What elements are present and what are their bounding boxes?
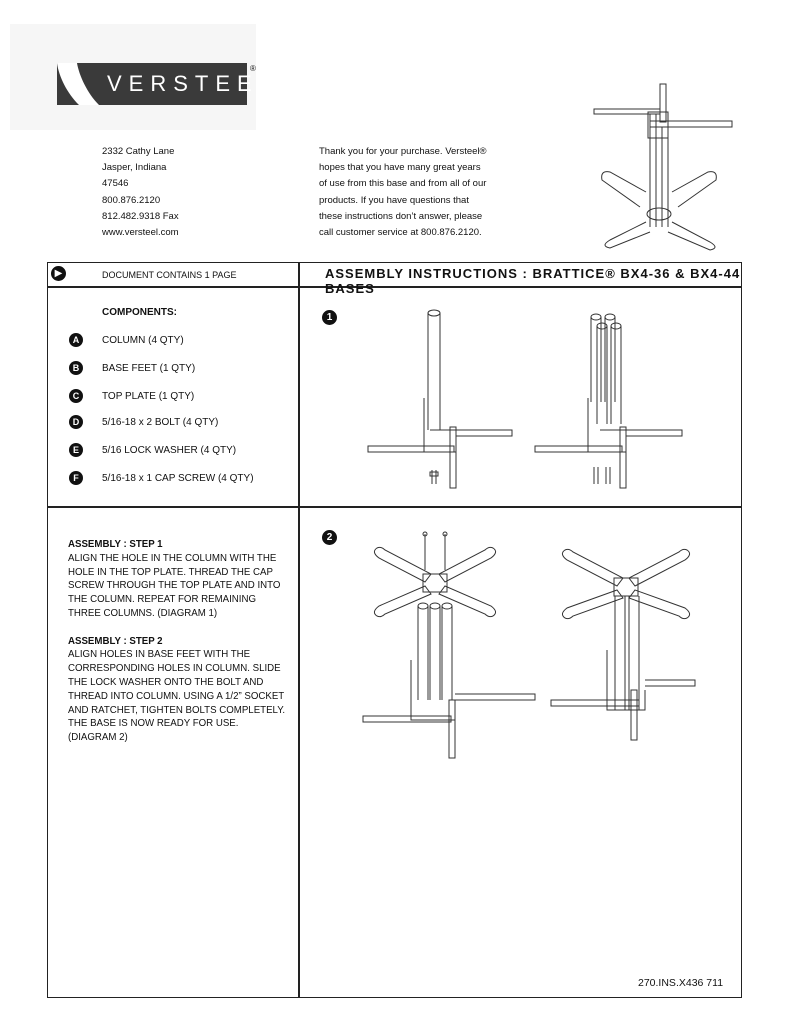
thanks-line: of use from this base and from all of our — [319, 178, 487, 190]
thanks-line: products. If you have questions that — [319, 194, 469, 206]
column-divider — [298, 262, 300, 998]
component-label: TOP PLATE (1 QTY) — [102, 391, 195, 402]
diagram-1-left-assembly — [368, 310, 512, 488]
step-heading: ASSEMBLY : STEP 2 — [68, 635, 163, 647]
page-title: ASSEMBLY INSTRUCTIONS : BRATTICE® BX4-36 & BX4-44 BASES — [325, 266, 741, 296]
assembled-base-illustration — [590, 82, 750, 252]
component-badge: F — [69, 471, 83, 485]
thanks-line: hopes that you have many great years — [319, 162, 481, 174]
component-badge: C — [69, 389, 83, 403]
component-label: 5/16 LOCK WASHER (4 QTY) — [102, 445, 237, 456]
step-line: CORRESPONDING HOLES IN COLUMN. SLIDE — [68, 663, 281, 675]
diagram-2-number: 2 — [322, 530, 337, 545]
step-heading: ASSEMBLY : STEP 1 — [68, 539, 163, 550]
thanks-line: these instructions don’t answer, please — [319, 210, 483, 222]
step-line: ALIGN HOLES IN BASE FEET WITH THE — [68, 649, 251, 661]
diagram-2-left-assembly — [363, 532, 535, 758]
step-line: AND RATCHET, TIGHTEN BOLTS COMPLETELY. — [68, 704, 286, 716]
address-line: 800.876.2120 — [102, 194, 161, 206]
versteel-logo — [57, 63, 278, 105]
component-badge: B — [69, 361, 83, 375]
address-line: 47546 — [102, 178, 129, 190]
address-line: Jasper, Indiana — [102, 162, 167, 174]
step-1 — [68, 538, 290, 621]
diagram-1-number: 1 — [322, 310, 337, 325]
thank-you-note — [319, 144, 499, 241]
step-line: THREE COLUMNS. (DIAGRAM 1) — [68, 607, 218, 619]
step-2 — [68, 635, 290, 745]
section-divider — [47, 506, 742, 508]
address-line: 2332 Cathy Lane — [102, 146, 175, 157]
address-line: 812.482.9318 Fax — [102, 210, 179, 222]
diagram-1-right-assembly — [535, 314, 682, 488]
registered-mark: ® — [250, 64, 256, 73]
thanks-line: call customer service at 800.876.2120. — [319, 227, 482, 239]
document-code: 270.INS.X436 711 — [638, 977, 724, 989]
component-badge: E — [69, 443, 83, 457]
component-label: BASE FEET (1 QTY) — [102, 363, 196, 374]
components-heading: COMPONENTS: — [102, 307, 177, 318]
component-label: 5/16-18 x 2 BOLT (4 QTY) — [102, 417, 219, 428]
step-line: HOLE IN THE TOP PLATE. THREAD THE CAP — [68, 566, 273, 578]
component-badge: A — [69, 333, 83, 347]
play-arrow-icon: ▶ — [51, 266, 66, 281]
diagram-2-illustration — [355, 530, 735, 760]
step-line: THE LOCK WASHER ONTO THE BOLT AND — [68, 676, 264, 688]
thanks-line: Thank you for your purchase. Versteel® — [319, 146, 487, 157]
component-label: COLUMN (4 QTY) — [102, 335, 184, 346]
step-line: (DIAGRAM 2) — [68, 732, 128, 744]
component-badge: D — [69, 415, 83, 429]
assembly-steps — [68, 538, 290, 759]
diagram-1-illustration — [340, 302, 740, 492]
company-address — [102, 144, 179, 241]
step-line: THE COLUMN. REPEAT FOR REMAINING — [68, 594, 257, 606]
logo-mark-icon — [57, 63, 99, 105]
step-line: THE BASE IS NOW READY FOR USE. — [68, 718, 239, 730]
component-label: 5/16-18 x 1 CAP SCREW (4 QTY) — [102, 473, 254, 484]
logo-wordmark: VERSTEEL — [99, 63, 247, 105]
step-line: ALIGN THE HOLE IN THE COLUMN WITH THE — [68, 552, 277, 564]
diagram-2-right-assembly — [551, 549, 695, 740]
document-page-count: DOCUMENT CONTAINS 1 PAGE — [102, 270, 237, 280]
step-line: SCREW THROUGH THE TOP PLATE AND INTO — [68, 580, 281, 592]
step-line: THREAD INTO COLUMN. USING A 1/2” SOCKET — [68, 690, 285, 702]
address-line: www.versteel.com — [102, 227, 179, 239]
